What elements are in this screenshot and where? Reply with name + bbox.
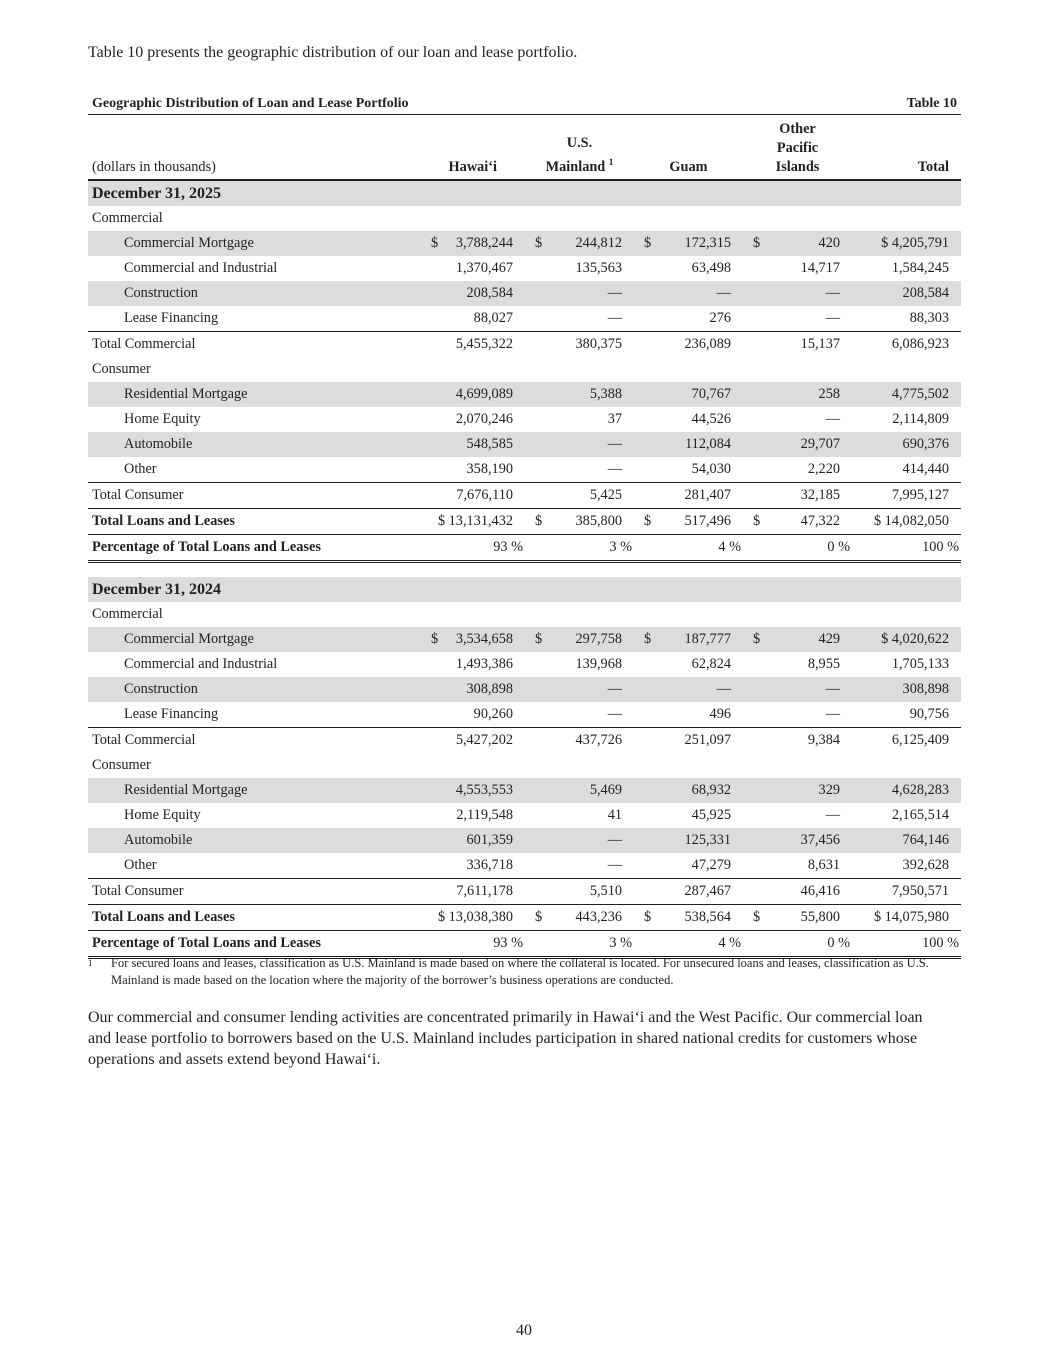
dollar-sign: $ xyxy=(644,909,652,925)
cell-value-2: — xyxy=(634,281,743,306)
cell-total: 7,950,571 xyxy=(891,883,950,899)
dollar-sign: $ xyxy=(431,631,439,647)
table-row xyxy=(88,677,961,702)
cell-value-2: 125,331 xyxy=(634,828,743,853)
cell-total: 764,146 xyxy=(852,828,961,853)
cell-value-0: 5,455,322 xyxy=(455,336,513,352)
cell-total: 88,303 xyxy=(852,306,961,332)
cell-value-3: 2,220 xyxy=(743,457,852,483)
table-title: Geographic Distribution of Loan and Lease Portfolio xyxy=(88,94,743,115)
table-row xyxy=(88,778,961,803)
cell-value-3: 8,955 xyxy=(807,656,840,672)
cell-value-3 xyxy=(743,509,852,535)
units-label: (dollars in thousands) xyxy=(88,115,417,181)
cell-hawaii: $ 13,131,432 xyxy=(417,509,525,535)
cell-value-2: 47,279 xyxy=(634,853,743,879)
cell-value-3: — xyxy=(825,411,840,427)
cell-value-3: — xyxy=(743,306,852,332)
cell-value: 517,496 xyxy=(684,513,731,529)
table-row xyxy=(88,206,961,231)
cell-value-0: 4,553,553 xyxy=(417,778,525,803)
cell-value: 55,800 xyxy=(800,909,840,925)
cell-value-1: — xyxy=(525,702,634,728)
spacer-cell xyxy=(88,562,961,578)
table-row xyxy=(88,728,961,754)
table-row xyxy=(88,627,961,652)
row-label: Commercial and Industrial xyxy=(124,260,278,276)
column-header-row xyxy=(88,115,961,181)
cell-value-1: 41 xyxy=(607,807,622,823)
cell-total: 1,584,245 xyxy=(891,260,950,276)
cell-hawaii xyxy=(417,231,525,256)
cell-value-1: — xyxy=(525,677,634,702)
col-header-total: Total xyxy=(852,115,961,181)
cell-value-1: — xyxy=(525,828,634,853)
cell-value: 538,564 xyxy=(684,909,731,925)
cell-value-0: 2,119,548 xyxy=(456,807,513,823)
cell-value-1: 135,563 xyxy=(575,260,622,276)
cell-value-1: 5,388 xyxy=(525,382,634,407)
cell-value-2: 236,089 xyxy=(684,336,731,352)
col-header-guam: Guam xyxy=(634,115,743,181)
cell-value: 172,315 xyxy=(684,235,731,251)
intro-text: Table 10 presents the geographic distribution of our loan and lease portfolio. xyxy=(88,44,578,61)
cell-value-1: — xyxy=(525,457,634,483)
cell-value-3: 8,631 xyxy=(743,853,852,879)
col-header-hawaii: Hawai‘i xyxy=(417,115,525,181)
cell-total: $ 14,075,980 xyxy=(852,905,961,931)
col-header-mainland-line2: Mainland xyxy=(545,159,606,175)
footnote-text: For secured loans and leases, classification as U.S. Mainland is made based on where the collateral is located. For unsecured loans and leases, classification as U.S. Mainland is made based on the location where the majority of the borrower’s business operations are conducted. xyxy=(111,956,929,987)
table-row xyxy=(88,905,961,931)
year-heading: December 31, 2024 xyxy=(88,577,961,602)
cell-value: 443,236 xyxy=(575,909,622,925)
cell-value-1: — xyxy=(525,432,634,457)
row-label: Residential Mortgage xyxy=(88,382,417,407)
cell-value-0: 1,493,386 xyxy=(455,656,513,672)
row-label: Total Consumer xyxy=(92,883,184,899)
cell-value-2 xyxy=(634,905,743,931)
table-row xyxy=(88,602,961,627)
dollar-sign: $ xyxy=(535,513,543,529)
table-caption-row xyxy=(88,94,961,115)
cell-value-0: 7,676,110 xyxy=(456,487,513,503)
cell-value-2: 4 % xyxy=(634,931,743,958)
cell-value-1: 3 % xyxy=(525,931,634,958)
cell-total: $ 14,082,050 xyxy=(852,509,961,535)
row-label: Other xyxy=(88,457,417,483)
cell-value-2: 4 % xyxy=(634,535,743,562)
dollar-sign: $ xyxy=(535,235,543,251)
cell-value-3: 15,137 xyxy=(800,336,840,352)
cell-value-2: 496 xyxy=(634,702,743,728)
row-label: Other xyxy=(88,853,417,879)
cell-total: 100 % xyxy=(852,931,961,958)
table-row xyxy=(88,702,961,728)
table-row xyxy=(88,281,961,306)
table-row xyxy=(88,407,961,432)
cell-value-2: 287,467 xyxy=(684,883,731,899)
cell-value-2: — xyxy=(634,677,743,702)
table-row xyxy=(88,931,961,958)
cell-value-3: 329 xyxy=(743,778,852,803)
cell-value-1: — xyxy=(525,306,634,332)
cell-value-0: 548,585 xyxy=(417,432,525,457)
cell-value-3: 37,456 xyxy=(743,828,852,853)
cell-hawaii xyxy=(417,627,525,652)
cell-value-1 xyxy=(525,509,634,535)
cell-value-2 xyxy=(634,627,743,652)
dollar-sign: $ xyxy=(753,909,761,925)
cell-value-2: 281,407 xyxy=(684,487,731,503)
cell-value-0: 601,359 xyxy=(417,828,525,853)
table-row xyxy=(88,509,961,535)
cell-value-1 xyxy=(525,231,634,256)
cell-value-0: 336,718 xyxy=(417,853,525,879)
dollar-sign: $ xyxy=(753,513,761,529)
cell-value-0: 308,898 xyxy=(417,677,525,702)
dollar-sign: $ xyxy=(535,909,543,925)
year-heading: December 31, 2025 xyxy=(88,180,961,206)
footnote xyxy=(88,955,961,989)
row-label: Lease Financing xyxy=(88,306,417,332)
cell-value-3: — xyxy=(743,281,852,306)
cell-total: $ 4,205,791 xyxy=(852,231,961,256)
table-row xyxy=(88,879,961,905)
cell-value-1: 437,726 xyxy=(575,732,622,748)
cell-total: 308,898 xyxy=(852,677,961,702)
table-row xyxy=(88,828,961,853)
table-row xyxy=(88,357,961,382)
row-label: Home Equity xyxy=(124,807,201,823)
table-number: Table 10 xyxy=(743,94,961,115)
dollar-sign: $ xyxy=(644,631,652,647)
cell-value-2: 54,030 xyxy=(634,457,743,483)
cell-value-3 xyxy=(743,627,852,652)
cell-value: 244,812 xyxy=(575,235,622,251)
cell-value-2: 70,767 xyxy=(634,382,743,407)
row-category-label: Commercial xyxy=(92,210,163,226)
cell-value-0: 358,190 xyxy=(417,457,525,483)
cell-value-3: 258 xyxy=(743,382,852,407)
cell-value-1 xyxy=(525,905,634,931)
cell-value-1: 37 xyxy=(607,411,622,427)
table-row xyxy=(88,256,961,281)
cell-value-2: 62,824 xyxy=(691,656,731,672)
row-label: Automobile xyxy=(88,432,417,457)
cell-value-2: 45,925 xyxy=(691,807,731,823)
cell-value-3: 9,384 xyxy=(807,732,840,748)
col-header-opi-line3: Islands xyxy=(775,159,820,175)
cell-value-1: 5,425 xyxy=(589,487,622,503)
cell-value: 3,788,244 xyxy=(455,235,513,251)
col-header-opi xyxy=(743,115,852,181)
cell-total: 6,125,409 xyxy=(891,732,950,748)
table-row xyxy=(88,535,961,562)
row-label: Total Consumer xyxy=(92,487,184,503)
cell-value-2: 68,932 xyxy=(634,778,743,803)
table-row xyxy=(88,853,961,879)
table-row xyxy=(88,483,961,509)
dollar-sign: $ xyxy=(535,631,543,647)
cell-value: 385,800 xyxy=(575,513,622,529)
cell-value-0: 5,427,202 xyxy=(455,732,513,748)
row-label: Percentage of Total Loans and Leases xyxy=(88,535,417,562)
row-label: Total Commercial xyxy=(92,732,196,748)
row-label: Total Loans and Leases xyxy=(88,905,417,931)
row-label: Home Equity xyxy=(124,411,201,427)
row-label: Lease Financing xyxy=(88,702,417,728)
row-label: Automobile xyxy=(88,828,417,853)
cell-total: 2,165,514 xyxy=(891,807,950,823)
table-row xyxy=(88,432,961,457)
cell-total: 1,705,133 xyxy=(891,656,950,672)
cell-value-0: 7,611,178 xyxy=(456,883,513,899)
cell-total: 6,086,923 xyxy=(891,336,950,352)
cell-value-2: 112,084 xyxy=(634,432,743,457)
row-label: Commercial Mortgage xyxy=(88,231,417,256)
footnote-ref: 1 xyxy=(608,157,614,168)
cell-value-0: 4,699,089 xyxy=(417,382,525,407)
cell-total: 4,628,283 xyxy=(852,778,961,803)
cell-value-1 xyxy=(525,627,634,652)
table-row xyxy=(88,231,961,256)
cell-value-0: 1,370,467 xyxy=(455,260,513,276)
cell-value-2: 63,498 xyxy=(691,260,731,276)
cell-value-3: 0 % xyxy=(743,931,852,958)
cell-hawaii: $ 13,038,380 xyxy=(417,905,525,931)
cell-value-3: 0 % xyxy=(743,535,852,562)
loan-distribution-table xyxy=(88,94,961,959)
cell-value-1: 3 % xyxy=(525,535,634,562)
cell-value-3: — xyxy=(743,677,852,702)
table-row xyxy=(88,652,961,677)
row-label: Percentage of Total Loans and Leases xyxy=(88,931,417,958)
dollar-sign: $ xyxy=(644,235,652,251)
cell-value: 187,777 xyxy=(684,631,731,647)
cell-value-0: 93 % xyxy=(417,931,525,958)
row-category-label: Consumer xyxy=(92,361,151,377)
section-spacer xyxy=(88,562,961,578)
cell-value-0: 88,027 xyxy=(417,306,525,332)
cell-value-2 xyxy=(634,231,743,256)
cell-total: 2,114,809 xyxy=(892,411,950,427)
cell-value-3: — xyxy=(825,807,840,823)
cell-value-3: 29,707 xyxy=(743,432,852,457)
cell-value-1: — xyxy=(525,853,634,879)
cell-total: 690,376 xyxy=(852,432,961,457)
table-row xyxy=(88,457,961,483)
col-header-opi-line1: Other xyxy=(779,121,816,137)
cell-value-0: 93 % xyxy=(417,535,525,562)
cell-value-1: 5,510 xyxy=(589,883,622,899)
row-label: Residential Mortgage xyxy=(88,778,417,803)
table-row xyxy=(88,332,961,358)
dollar-sign: $ xyxy=(431,235,439,251)
row-label: Total Commercial xyxy=(92,336,196,352)
cell-value-1: 380,375 xyxy=(575,336,622,352)
row-category-label: Commercial xyxy=(92,606,163,622)
cell-value: 297,758 xyxy=(575,631,622,647)
cell-value-0: 2,070,246 xyxy=(455,411,513,427)
cell-value: 420 xyxy=(818,235,840,251)
row-label: Construction xyxy=(88,677,417,702)
page-number: 40 xyxy=(516,1322,532,1339)
col-header-opi-line2: Pacific xyxy=(776,140,819,156)
cell-total: $ 4,020,622 xyxy=(852,627,961,652)
table-row xyxy=(88,306,961,332)
table-row xyxy=(88,803,961,828)
cell-value-3: — xyxy=(743,702,852,728)
cell-value: 429 xyxy=(818,631,840,647)
cell-value-1: 139,968 xyxy=(575,656,622,672)
cell-value-2: 251,097 xyxy=(684,732,731,748)
cell-value-1: 5,469 xyxy=(525,778,634,803)
cell-value-3: 32,185 xyxy=(800,487,840,503)
cell-value-3 xyxy=(743,905,852,931)
row-label: Commercial and Industrial xyxy=(124,656,278,672)
year-header-row xyxy=(88,577,961,602)
cell-total: 392,628 xyxy=(852,853,961,879)
row-label: Total Loans and Leases xyxy=(88,509,417,535)
year-header-row xyxy=(88,180,961,206)
cell-value: 3,534,658 xyxy=(455,631,513,647)
row-label: Construction xyxy=(88,281,417,306)
col-header-mainland-line1: U.S. xyxy=(566,135,593,152)
footnote-marker: 1 xyxy=(88,958,93,968)
cell-total: 414,440 xyxy=(852,457,961,483)
cell-value-3: 14,717 xyxy=(800,260,840,276)
cell-total: 100 % xyxy=(852,535,961,562)
cell-value-2: 44,526 xyxy=(691,411,731,427)
table-row xyxy=(88,382,961,407)
cell-value-2: 276 xyxy=(634,306,743,332)
cell-value-0: 90,260 xyxy=(417,702,525,728)
table-body xyxy=(88,180,961,958)
dollar-sign: $ xyxy=(753,235,761,251)
cell-total: 90,756 xyxy=(852,702,961,728)
cell-total: 208,584 xyxy=(852,281,961,306)
row-category-label: Consumer xyxy=(92,757,151,773)
cell-value: 47,322 xyxy=(800,513,840,529)
cell-value-1: — xyxy=(525,281,634,306)
cell-total: 4,775,502 xyxy=(852,382,961,407)
cell-value-0: 208,584 xyxy=(417,281,525,306)
cell-total: 7,995,127 xyxy=(891,487,950,503)
row-label: Commercial Mortgage xyxy=(88,627,417,652)
dollar-sign: $ xyxy=(753,631,761,647)
cell-value-3: 46,416 xyxy=(800,883,840,899)
cell-value-3 xyxy=(743,231,852,256)
body-paragraph: Our commercial and consumer lending activities are concentrated primarily in Hawai‘i and the West Pacific. Our commercial loan and lease portfolio to borrowers based on the U.S. Mainland includes participation in shared national credits for customers whose operations and assets extend beyond Hawai‘i. xyxy=(88,1009,923,1068)
cell-value-2 xyxy=(634,509,743,535)
col-header-mainland xyxy=(525,115,634,181)
dollar-sign: $ xyxy=(644,513,652,529)
table-row xyxy=(88,753,961,778)
